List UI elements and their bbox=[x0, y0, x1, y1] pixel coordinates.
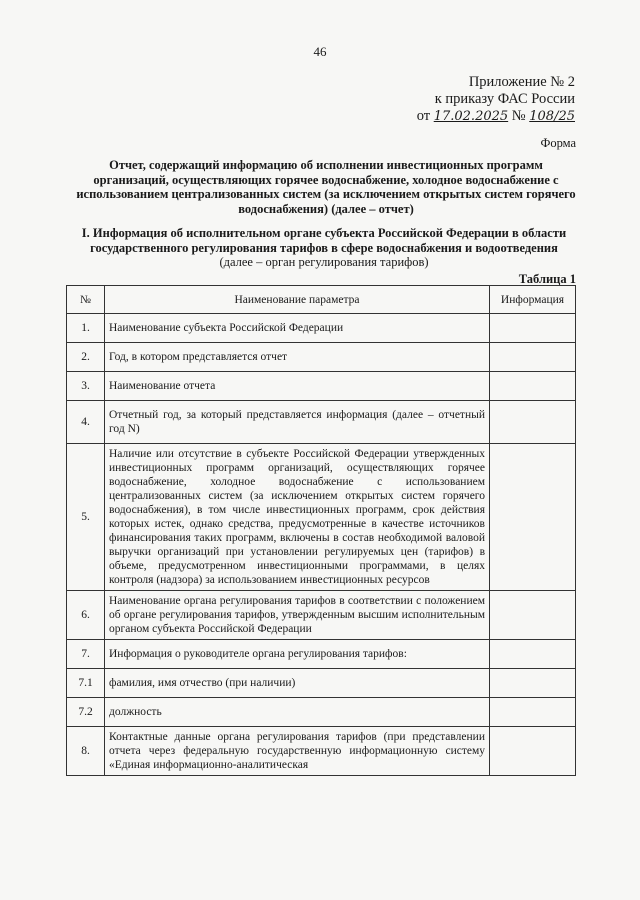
table-row bbox=[67, 343, 576, 372]
table-row bbox=[67, 640, 576, 669]
row-num: 1. bbox=[67, 314, 105, 343]
row-info[interactable] bbox=[490, 669, 576, 698]
row-param: Год, в котором представляется отчет bbox=[105, 343, 490, 372]
table-header-row bbox=[67, 286, 576, 314]
row-num: 5. bbox=[67, 444, 105, 591]
table-row bbox=[67, 591, 576, 640]
handwritten-number: 108/25 bbox=[529, 109, 575, 124]
row-info[interactable] bbox=[490, 698, 576, 727]
row-param: должность bbox=[105, 698, 490, 727]
table-row bbox=[67, 372, 576, 401]
row-num: 2. bbox=[67, 343, 105, 372]
row-info[interactable] bbox=[490, 343, 576, 372]
row-info[interactable] bbox=[490, 314, 576, 343]
from-label: от bbox=[416, 108, 431, 124]
row-param: Отчетный год, за который представляется информация (далее – отчетный год N) bbox=[105, 401, 490, 444]
row-info[interactable] bbox=[490, 372, 576, 401]
table-row bbox=[67, 401, 576, 444]
row-param: Наименование отчета bbox=[105, 372, 490, 401]
info-table bbox=[66, 285, 576, 776]
row-param: Информация о руководителе органа регулирования тарифов: bbox=[105, 640, 490, 669]
table-label: Таблица 1 bbox=[518, 272, 576, 286]
row-info[interactable] bbox=[490, 444, 576, 591]
row-num: 7.1 bbox=[67, 669, 105, 698]
row-info[interactable] bbox=[490, 401, 576, 444]
table-row bbox=[67, 669, 576, 698]
appendix-order: к приказу ФАС России bbox=[434, 91, 575, 107]
row-num: 4. bbox=[67, 401, 105, 444]
number-label: № bbox=[511, 108, 526, 124]
header-param: Наименование параметра bbox=[105, 286, 490, 314]
row-num: 7.2 bbox=[67, 698, 105, 727]
row-num: 7. bbox=[67, 640, 105, 669]
header-info: Информация bbox=[490, 286, 576, 314]
row-param: Наименование субъекта Российской Федерации bbox=[105, 314, 490, 343]
form-label: Форма bbox=[540, 136, 576, 150]
section-heading-block bbox=[66, 226, 582, 270]
table-row bbox=[67, 314, 576, 343]
appendix-block bbox=[395, 74, 575, 125]
row-info[interactable] bbox=[490, 640, 576, 669]
row-param: Контактные данные органа регулирования тарифов (при представлении отчета через федеральную государственную информационную систему «Единая информационно-аналитическая bbox=[105, 727, 490, 776]
row-info[interactable] bbox=[490, 727, 576, 776]
page-number: 46 bbox=[313, 44, 327, 59]
table-row bbox=[67, 444, 576, 591]
table-row bbox=[67, 727, 576, 776]
handwritten-date: 17.02.2025 bbox=[433, 109, 509, 124]
appendix-date-line bbox=[395, 108, 575, 125]
table-row bbox=[67, 698, 576, 727]
document-title: Отчет, содержащий информацию об исполнении инвестиционных программ организаций, осуществляющих горячее водоснабжение, холодное водоснабжение с использованием централизованных систем (за исключением открытых систем горячего водоснабжения) (далее – отчет) bbox=[76, 158, 576, 216]
row-param: фамилия, имя отчество (при наличии) bbox=[105, 669, 490, 698]
row-num: 8. bbox=[67, 727, 105, 776]
section-heading: I. Информация об исполнительном органе субъекта Российской Федерации в области государственного регулирования тарифов в сфере водоснабжения и водоотведения bbox=[81, 226, 567, 255]
appendix-title: Приложение № 2 bbox=[468, 74, 575, 90]
row-info[interactable] bbox=[490, 591, 576, 640]
header-num: № bbox=[67, 286, 105, 314]
row-param: Наличие или отсутствие в субъекте Российской Федерации утвержденных инвестиционных программ организаций, осуществляющих горячее водоснабжение, холодное водоснабжение с использованием централизованных систем (за исключением открытых систем горячего водоснабжения), в том числе инвестиционных программ, срок действия которых истек, однако средства, предусмотренные в качестве источников финансирования таких программ, включены в состав необходимой валовой выручки организаций при установлении регулируемых цен (тарифов) в объеме, предусмотренном инвестиционными программами, в целях контроля (надзора) за использованием инвестиционных ресурсов bbox=[105, 444, 490, 591]
section-subheading: (далее – орган регулирования тарифов) bbox=[219, 255, 429, 269]
row-param: Наименование органа регулирования тарифов в соответствии с положением об органе регулирования тарифов, утвержденным высшим исполнительным органом субъекта Российской Федерации bbox=[105, 591, 490, 640]
row-num: 3. bbox=[67, 372, 105, 401]
row-num: 6. bbox=[67, 591, 105, 640]
